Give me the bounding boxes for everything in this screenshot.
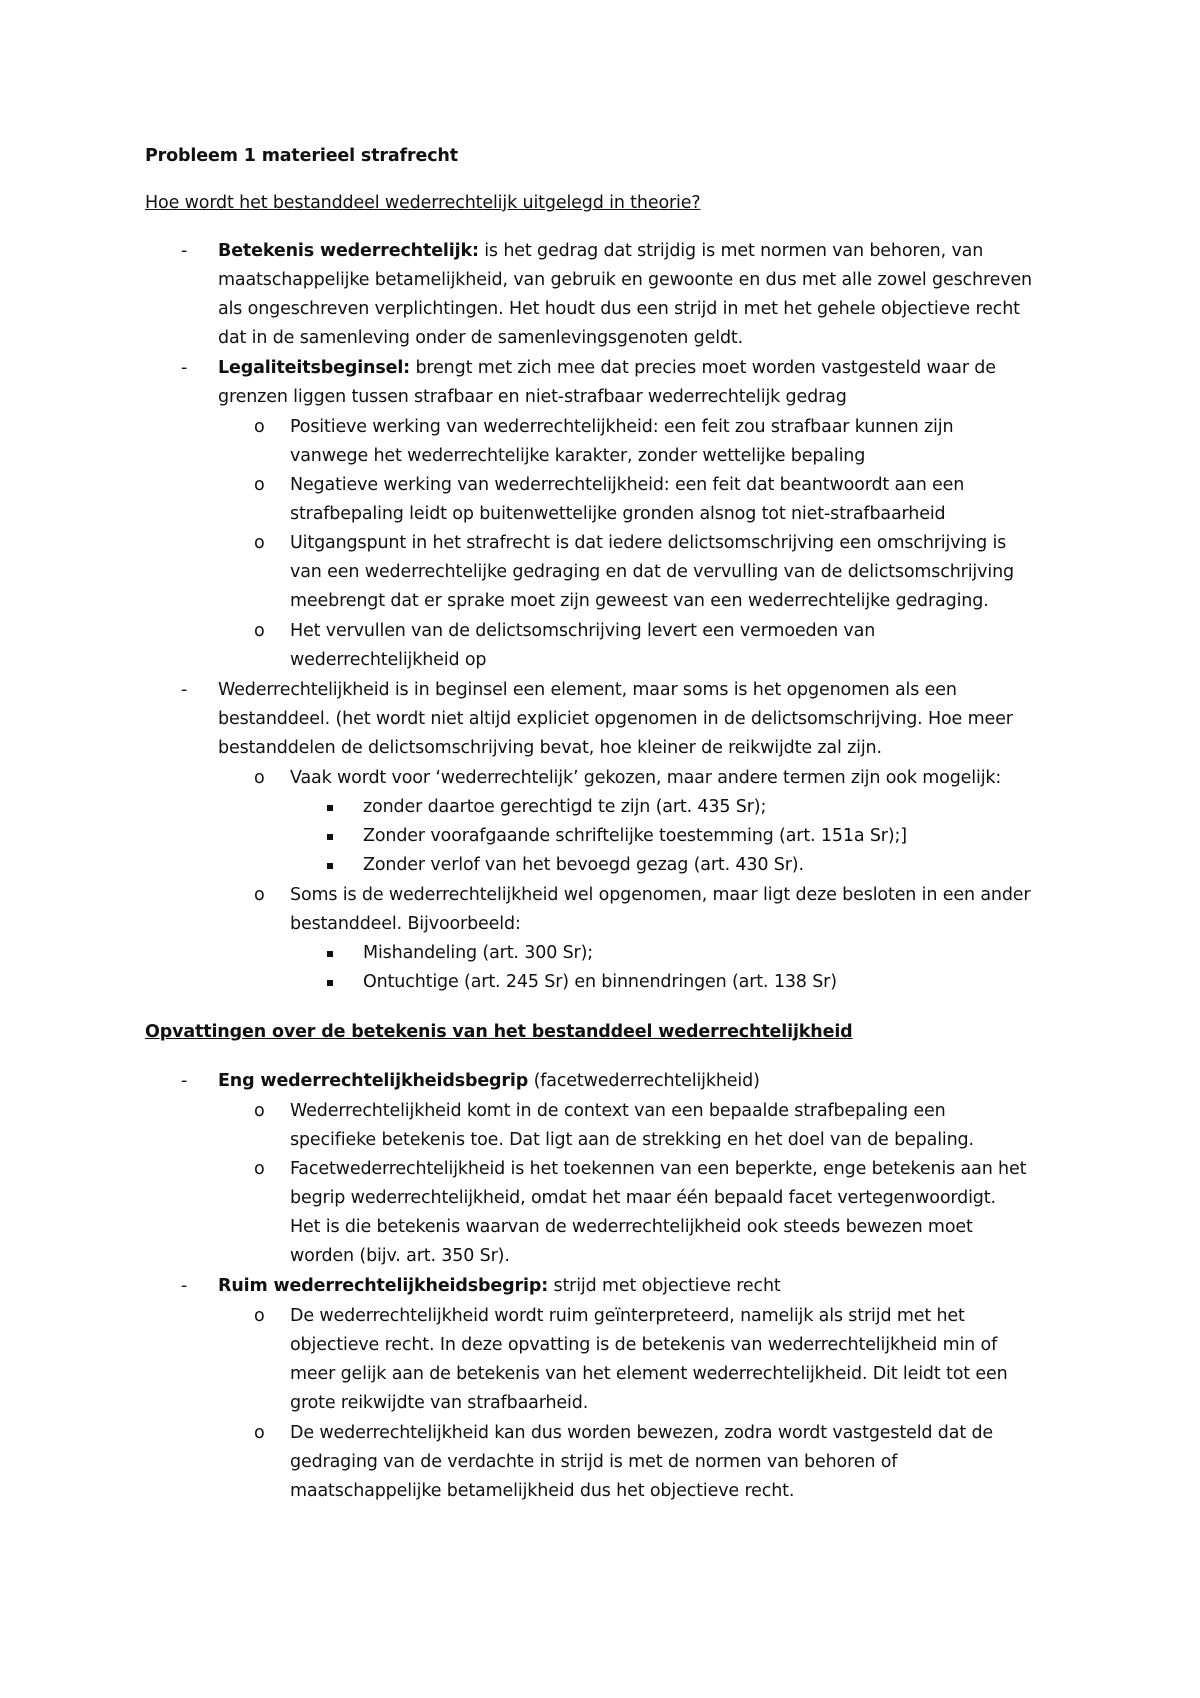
document-title: Probleem 1 materieel strafrecht [145, 146, 458, 166]
list-item-line: maatschappelijke betamelijkheid, van gebruik en gewoonte en dus met alle zowel geschreven [218, 270, 1032, 290]
sub-item-line: Het vervullen van de delictsomschrijving levert een vermoeden van [290, 621, 876, 641]
circle-marker: o [254, 621, 265, 641]
list-item-line: als ongeschreven verplichtingen. Het houdt dus een strijd in met het gehele objectieve recht [218, 299, 1020, 319]
sub-sub-item-line: zonder daartoe gerechtigd te zijn (art. 435 Sr); [363, 797, 767, 817]
circle-marker: o [254, 417, 265, 437]
sub-item-line: Negatieve werking van wederrechtelijkheid: een feit dat beantwoordt aan een [290, 475, 965, 495]
term-text: brengt met zich mee dat precies moet worden vastgesteld waar de [410, 358, 996, 378]
section-heading-1: Hoe wordt het bestanddeel wederrechtelijk uitgelegd in theorie? [145, 193, 701, 213]
dash-marker: - [181, 241, 188, 261]
circle-marker: o [254, 1306, 265, 1326]
section-heading-2: Opvattingen over de betekenis van het bestanddeel wederrechtelijkheid [145, 1022, 853, 1042]
sub-item-line: Het is die betekenis waarvan de wederrechtelijkheid ook steeds bewezen moet [290, 1217, 973, 1237]
sub-item-line: meer gelijk aan de betekenis van het element wederrechtelijkheid. Dit leidt tot een [290, 1364, 1008, 1384]
sub-sub-item-line: Mishandeling (art. 300 Sr); [363, 943, 594, 963]
sub-item-line: strafbepaling leidt op buitenwettelijke gronden alsnog tot niet-strafbaarheid [290, 504, 946, 524]
circle-marker: o [254, 1101, 265, 1121]
circle-marker: o [254, 475, 265, 495]
sub-item-line: objectieve recht. In deze opvatting is de betekenis van wederrechtelijkheid min of [290, 1335, 998, 1355]
dash-marker: - [181, 1276, 188, 1296]
dash-marker: - [181, 358, 188, 378]
sub-item-line: Vaak wordt voor ‘wederrechtelijk’ gekozen, maar andere termen zijn ook mogelijk: [290, 768, 1002, 788]
sub-item-line: maatschappelijke betamelijkheid dus het objectieve recht. [290, 1481, 795, 1501]
sub-item-line: begrip wederrechtelijkheid, omdat het maar één bepaald facet vertegenwoordigt. [290, 1188, 996, 1208]
term-text: (facetwederrechtelijkheid) [528, 1071, 760, 1091]
sub-item-line: meebrengt dat er sprake moet zijn geweest van een wederrechtelijke gedraging. [290, 591, 989, 611]
sub-item-line: De wederrechtelijkheid wordt ruim geïnterpreteerd, namelijk als strijd met het [290, 1306, 965, 1326]
sub-item-line: Facetwederrechtelijkheid is het toekennen van een beperkte, enge betekenis aan het [290, 1159, 1027, 1179]
sub-item-line: Uitgangspunt in het strafrecht is dat iedere delictsomschrijving een omschrijving is [290, 533, 1007, 553]
circle-marker: o [254, 885, 265, 905]
term-text: strijd met objectieve recht [548, 1276, 781, 1296]
sub-item-line: van een wederrechtelijke gedraging en dat de vervulling van de delictsomschrijving [290, 562, 1014, 582]
square-bullet-icon [327, 951, 333, 957]
sub-item-line: wederrechtelijkheid op [290, 650, 487, 670]
term-text: is het gedrag dat strijdig is met normen van behoren, van [478, 241, 984, 261]
sub-sub-item-line: Zonder verlof van het bevoegd gezag (art. 430 Sr). [363, 855, 804, 875]
sub-item-line: grote reikwijdte van strafbaarheid. [290, 1393, 589, 1413]
term-label: Betekenis wederrechtelijk: [218, 241, 479, 261]
sub-item-line: worden (bijv. art. 350 Sr). [290, 1246, 510, 1266]
sub-sub-item-line: Ontuchtige (art. 245 Sr) en binnendringen (art. 138 Sr) [363, 972, 837, 992]
list-item-line [218, 1070, 760, 1092]
sub-item-line: De wederrechtelijkheid kan dus worden bewezen, zodra wordt vastgesteld dat de [290, 1423, 994, 1443]
sub-item-line: vanwege het wederrechtelijke karakter, zonder wettelijke bepaling [290, 446, 866, 466]
list-item-line: dat in de samenleving onder de samenlevingsgenoten geldt. [218, 328, 744, 348]
dash-marker: - [181, 680, 188, 700]
list-item-line: bestanddeel. (het wordt niet altijd expliciet opgenomen in de delictsomschrijving. Hoe meer [218, 709, 1013, 729]
sub-item-line: gedraging van de verdachte in strijd is met de normen van behoren of [290, 1452, 898, 1472]
list-item-line: bestanddelen de delictsomschrijving bevat, hoe kleiner de reikwijdte zal zijn. [218, 738, 882, 758]
term-label: Eng wederrechtelijkheidsbegrip [218, 1071, 529, 1091]
sub-item-line: Soms is de wederrechtelijkheid wel opgenomen, maar ligt deze besloten in een ander [290, 885, 1031, 905]
list-item-line: grenzen liggen tussen strafbaar en niet-strafbaar wederrechtelijk gedrag [218, 387, 847, 407]
list-item-line [218, 357, 996, 379]
circle-marker: o [254, 1159, 265, 1179]
sub-item-line: specifieke betekenis toe. Dat ligt aan de strekking en het doel van de bepaling. [290, 1130, 974, 1150]
square-bullet-icon [327, 863, 333, 869]
square-bullet-icon [327, 805, 333, 811]
sub-item-line: Positieve werking van wederrechtelijkheid: een feit zou strafbaar kunnen zijn [290, 417, 954, 437]
dash-marker: - [181, 1071, 188, 1091]
circle-marker: o [254, 768, 265, 788]
sub-item-line: Wederrechtelijkheid komt in de context van een bepaalde strafbepaling een [290, 1101, 946, 1121]
sub-item-line: bestanddeel. Bijvoorbeeld: [290, 914, 521, 934]
square-bullet-icon [327, 980, 333, 986]
list-item-line [218, 1275, 781, 1297]
term-label: Legaliteitsbeginsel: [218, 358, 411, 378]
square-bullet-icon [327, 834, 333, 840]
list-item-line [218, 240, 983, 262]
sub-sub-item-line: Zonder voorafgaande schriftelijke toestemming (art. 151a Sr);] [363, 826, 907, 846]
circle-marker: o [254, 1423, 265, 1443]
term-label: Ruim wederrechtelijkheidsbegrip: [218, 1276, 549, 1296]
circle-marker: o [254, 533, 265, 553]
list-item-line: Wederrechtelijkheid is in beginsel een element, maar soms is het opgenomen als een [218, 680, 957, 700]
